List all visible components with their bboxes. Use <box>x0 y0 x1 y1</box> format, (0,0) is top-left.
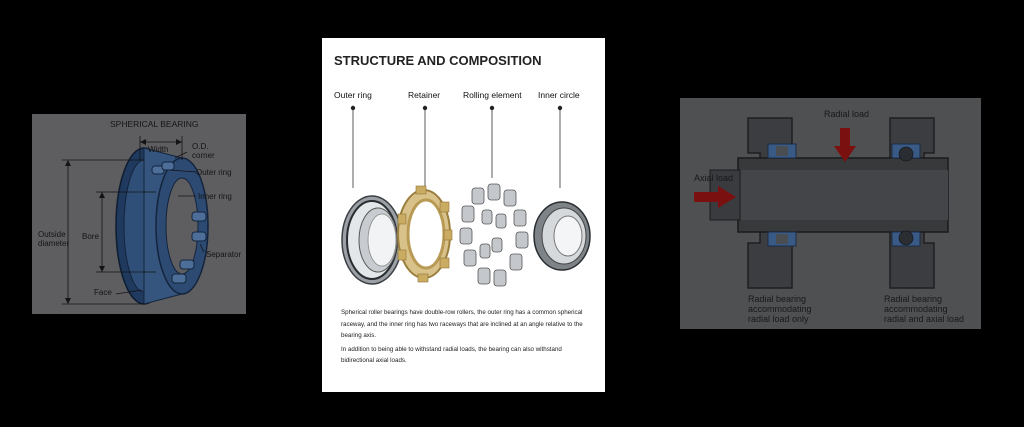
structure-title: STRUCTURE AND COMPOSITION <box>334 53 542 68</box>
part-label-outer-ring: Outer ring <box>334 90 372 100</box>
part-label-retainer: Retainer <box>408 90 441 100</box>
bore-label: Bore <box>82 232 99 241</box>
structure-composition-panel <box>322 38 605 392</box>
od-corner-label: O.D. corner <box>192 142 215 160</box>
axial-load-label: Axial load <box>694 173 734 183</box>
outside-diameter-label: Outside diameter <box>38 230 70 248</box>
separator-label: Separator <box>206 250 242 259</box>
description-paragraph-1: Spherical roller bearings have double-row rollers, the outer ring has a common spherical raceway, and the inner ring has two raceways that are inclined at an angle relative to the bearing axis. <box>341 309 583 339</box>
width-label: Width <box>148 145 169 154</box>
spherical-bearing-diagram <box>32 114 246 314</box>
part-label-inner-circle: Inner circle <box>538 90 580 100</box>
radial-axial-caption: Radial bearing accommodating radial and axial load <box>884 294 965 324</box>
structure-description <box>341 307 596 369</box>
face-label: Face <box>94 288 112 297</box>
description-paragraph-2: In addition to being able to withstand radial loads, the bearing can also withstand bidirectional axial loads. <box>341 345 562 364</box>
load-diagram-panel <box>680 98 981 329</box>
inner-ring-label: Inner ring <box>198 192 232 201</box>
exploded-bearing-illustration <box>322 38 605 298</box>
radial-only-caption: Radial bearing accommodating radial load only <box>748 294 812 324</box>
outer-ring-label: Outer ring <box>196 168 232 177</box>
spherical-bearing-title: SPHERICAL BEARING <box>110 119 199 129</box>
part-label-rolling-element: Rolling element <box>463 90 522 100</box>
radial-load-label: Radial load <box>824 109 870 119</box>
